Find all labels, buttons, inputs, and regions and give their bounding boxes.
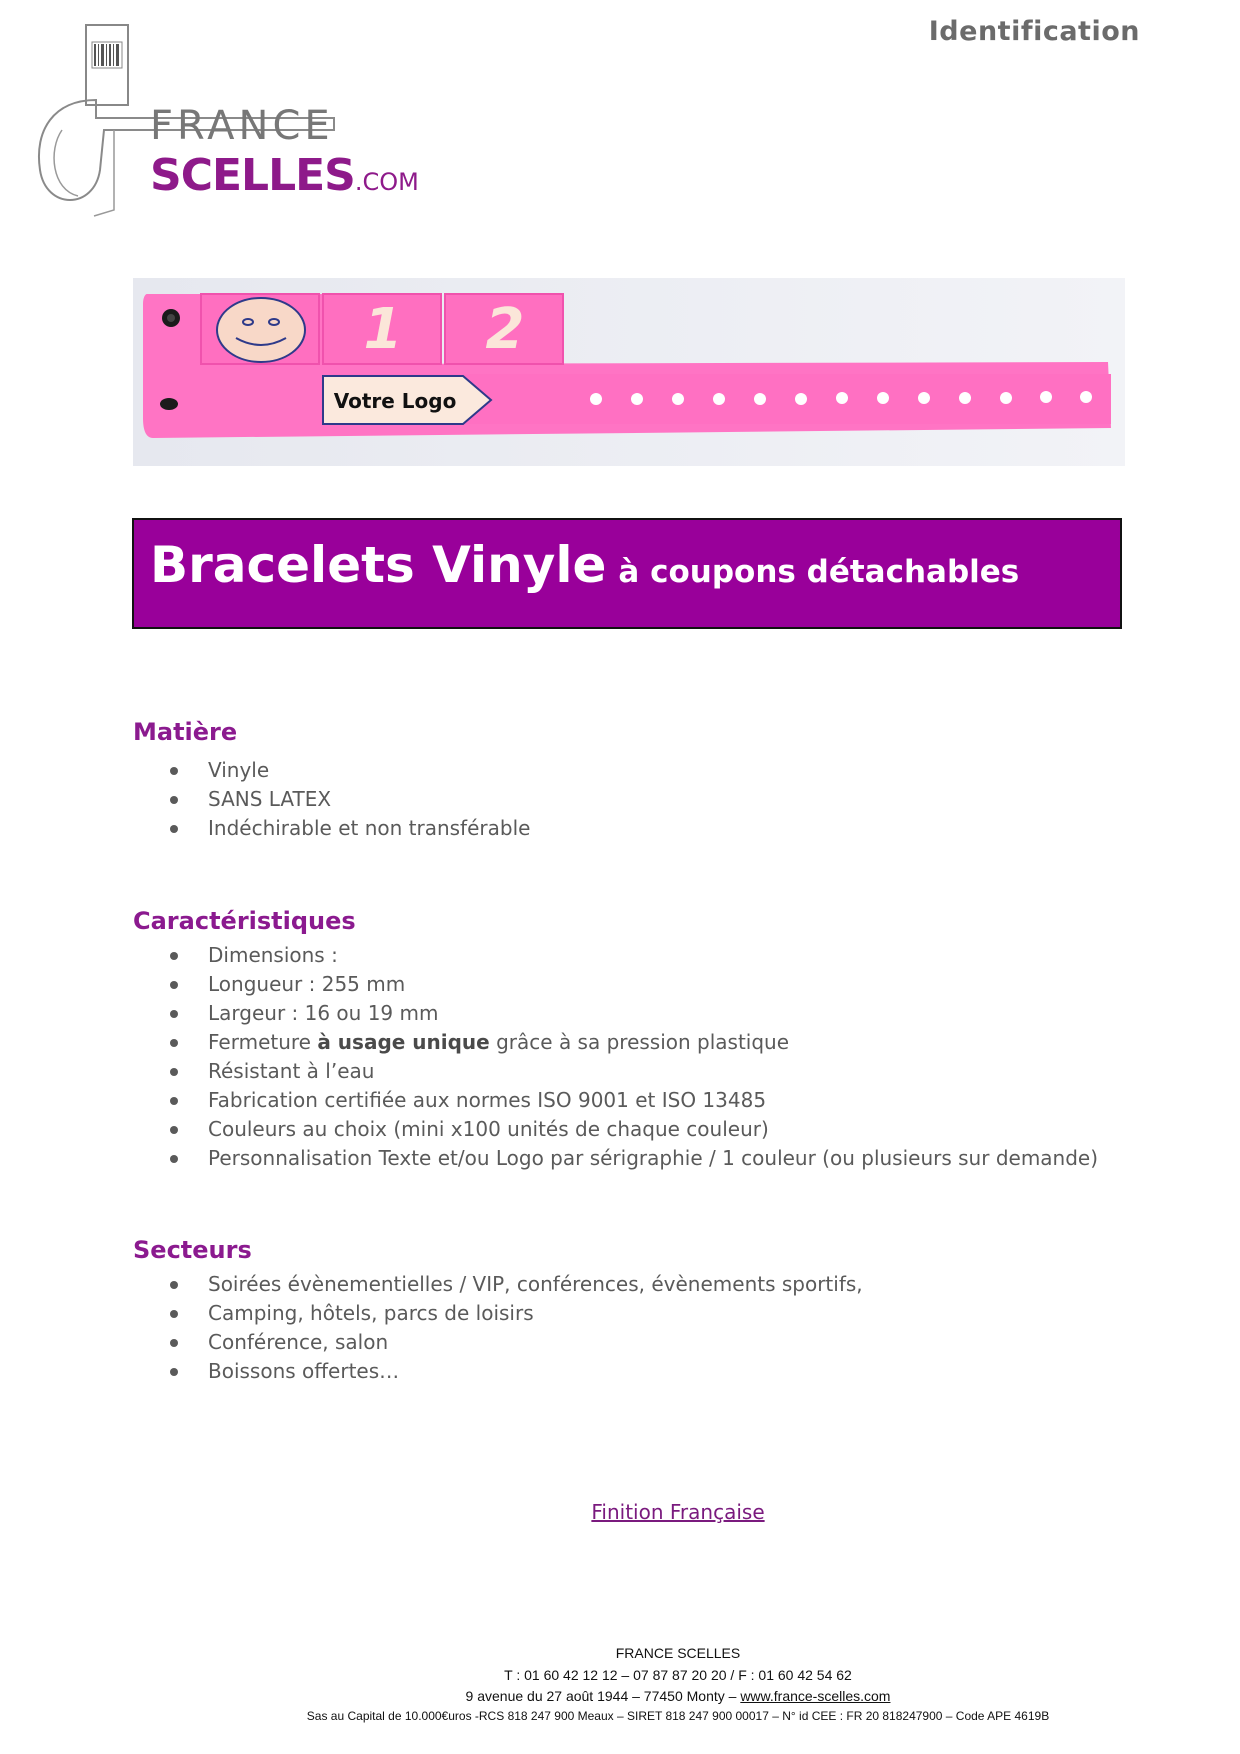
- page-subtitle: à coupons détachables: [618, 554, 1020, 590]
- list-item: Couleurs au choix (mini x100 unités de chaque couleur): [166, 1115, 1098, 1144]
- header-section-label: Identification: [928, 16, 1140, 47]
- list-item-rich: Fermeture à usage unique grâce à sa pression plastique: [166, 1028, 1098, 1057]
- logo-text-scelles: SCELLES.COM: [150, 150, 419, 201]
- list-item: Conférence, salon: [166, 1328, 863, 1357]
- matiere-list: [166, 756, 530, 843]
- list-item: Vinyle: [166, 756, 530, 785]
- list-item: Personnalisation Texte et/ou Logo par sérigraphie / 1 couleur (ou plusieurs sur demande): [166, 1144, 1098, 1173]
- secteurs-list: [166, 1270, 863, 1386]
- footer-phones: T : 01 60 42 12 12 – 07 87 87 20 20 / F : 01 60 42 54 62: [504, 1667, 852, 1683]
- smiley-icon: [217, 298, 305, 362]
- footer-address: 9 avenue du 27 août 1944 – 77450 Monty – www.france-scelles.com: [465, 1688, 891, 1704]
- list-item: SANS LATEX: [166, 785, 530, 814]
- section-title-matiere: Matière: [133, 718, 238, 746]
- finition-francaise-link[interactable]: Finition Française: [591, 1500, 765, 1524]
- coupon-1-number: 1: [363, 297, 403, 362]
- logo-tag-text: Votre Logo: [333, 389, 457, 413]
- list-item: Largeur : 16 ou 19 mm: [166, 999, 1098, 1028]
- list-item: Camping, hôtels, parcs de loisirs: [166, 1299, 863, 1328]
- list-item: Indéchirable et non transférable: [166, 814, 530, 843]
- logo-text-france: FRANCE: [150, 103, 334, 149]
- list-item: Soirées évènementielles / VIP, conférences, évènements sportifs,: [166, 1270, 863, 1299]
- page-title: Bracelets Vinyle à coupons détachables: [150, 536, 1020, 594]
- list-item: Longueur : 255 mm: [166, 970, 1098, 999]
- section-title-secteurs: Secteurs: [133, 1236, 252, 1264]
- list-item: Boissons offertes…: [166, 1357, 863, 1386]
- footer-company: FRANCE SCELLES: [615, 1645, 741, 1661]
- section-title-caracteristiques: Caractéristiques: [133, 907, 356, 935]
- list-item: Résistant à l’eau: [166, 1057, 1098, 1086]
- list-item: Fabrication certifiée aux normes ISO 9001 et ISO 13485: [166, 1086, 1098, 1115]
- list-item: Dimensions :: [166, 941, 1098, 970]
- coupon-2-number: 2: [485, 297, 525, 362]
- footer-legal: Sas au Capital de 10.000€uros -RCS 818 247 900 Meaux – SIRET 818 247 900 00017 – N° id CEE : FR 20 818247900 – Code APE 4619B: [306, 1709, 1050, 1723]
- caracteristiques-list: [166, 941, 1098, 1173]
- title-banner: [132, 518, 1122, 629]
- product-image: [133, 278, 1125, 466]
- footer-website-link[interactable]: www.france-scelles.com: [740, 1688, 891, 1704]
